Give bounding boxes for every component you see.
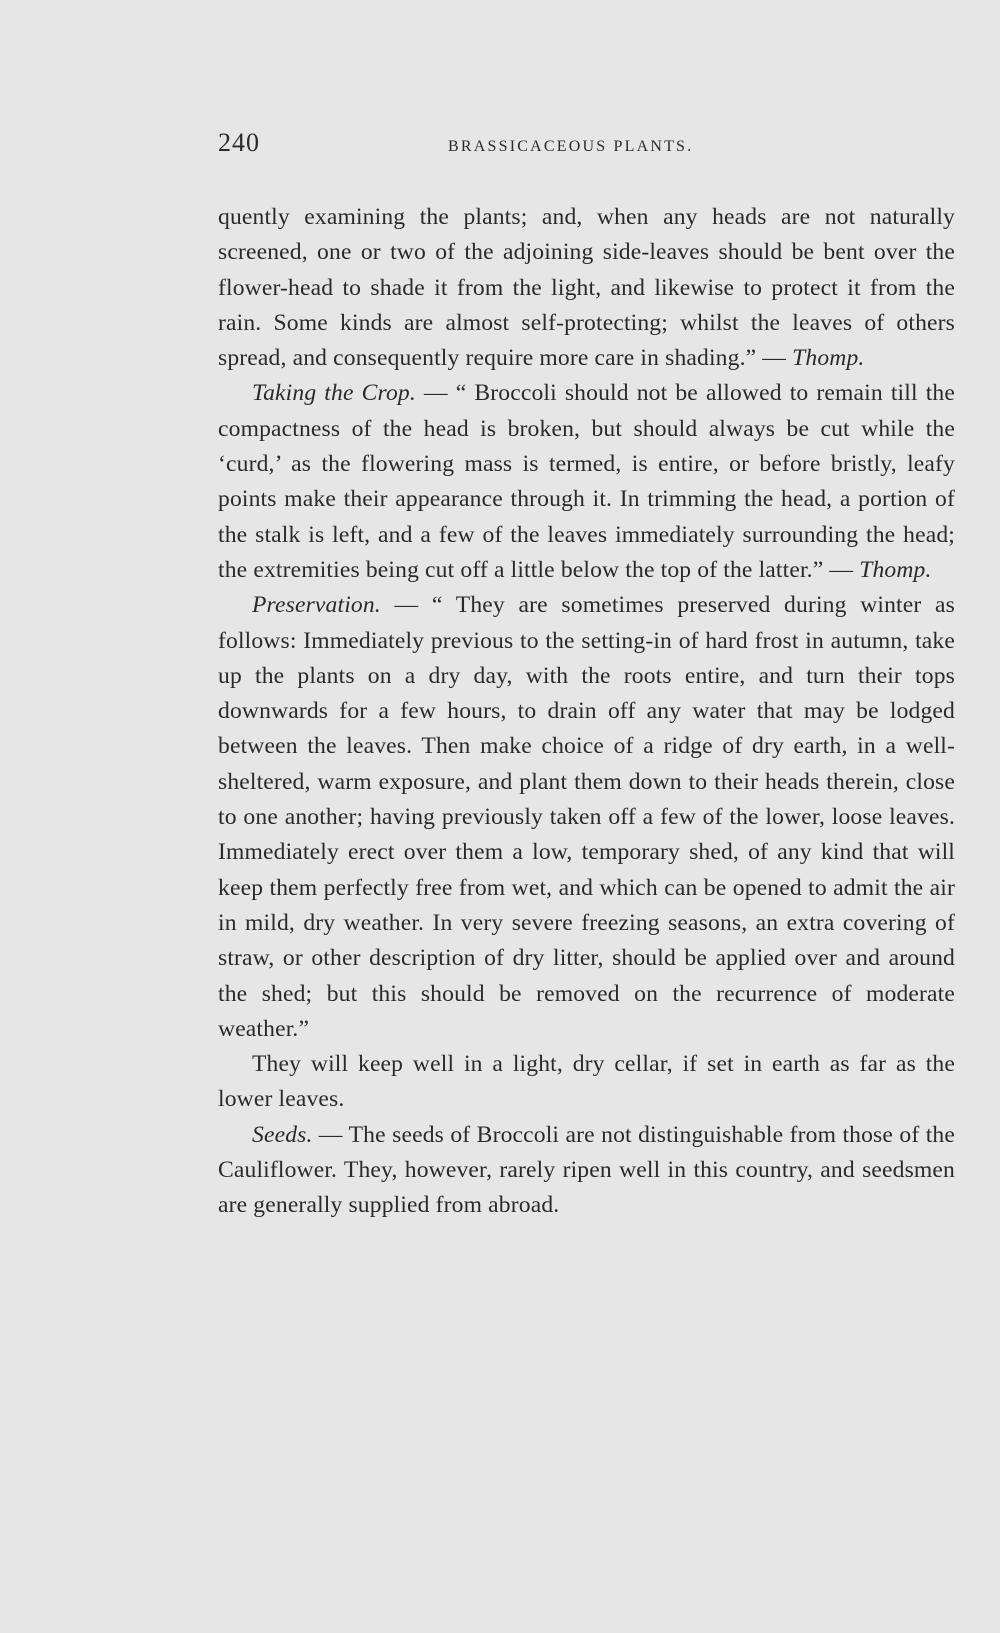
paragraph-seeds [218,1118,955,1224]
paragraph-text: — “ Broccoli should not be allowed to remain till the compactness of the head is broken, but should always be cut while the ‘curd,’ as the flowering mass is termed, is entire, or before bristly, leafy points make their appearance through it. In trimming the head, a portion of the stalk is left, and a few of the leaves immediately surrounding the head; the extremities being cut off a little below the top of the latter.” — [218,380,955,583]
paragraph-text: quently examining the plants; and, when any heads are not naturally screened, one or two of the adjoining side-leaves should be bent over the flower-head to shade it from the light, and likewise to protect it from the rain. Some kinds are almost self-protecting; whilst the leaves of others spread, and consequently require more care in shading.” — [218,204,955,372]
body-text [218,200,955,1224]
section-heading: Taking the Crop. [252,380,416,407]
paragraph-text: — “ They are sometimes preserved during winter as follows: Immediately previous to the setting-in of hard frost in autumn, take up the plants on a dry day, with the roots entire, and turn their tops downwards for a few hours, to drain off any water that may be lodged between the leaves. Then make choice of a ridge of dry earth, in a well-sheltered, warm exposure, and plant them down to their heads therein, close to one another; having previously taken off a few of the lower, loose leaves. Immediately erect over them a low, temporary shed, of any kind that will keep them perfectly free from wet, and which can be opened to admit the air in mild, dry weather. In very severe freezing seasons, an extra covering of straw, or other description of dry litter, should be applied over and around the shed; but this should be removed on the recurrence of moderate weather.” [218,592,955,1042]
section-heading: Preservation. [252,592,381,619]
attribution: Thomp. [792,345,865,372]
paragraph-continuation [218,200,955,376]
paragraph-cellar [218,1047,955,1118]
section-heading: Seeds. [252,1121,313,1148]
paragraph-text: — The seeds of Broccoli are not distinguishable from those of the Cauliflower. They, however, rarely ripen well in this country, and seedsmen are generally supplied from abroad. [218,1121,955,1219]
page-number: 240 [218,128,260,157]
paragraph-preservation [218,588,955,1047]
paragraph-text: They will keep well in a light, dry cellar, if set in earth as far as the lower leaves. [218,1051,955,1113]
attribution: Thomp. [859,556,932,583]
page-header [218,128,953,164]
paragraph-taking-the-crop [218,376,955,588]
running-head: BRASSICACEOUS PLANTS. [448,138,694,155]
